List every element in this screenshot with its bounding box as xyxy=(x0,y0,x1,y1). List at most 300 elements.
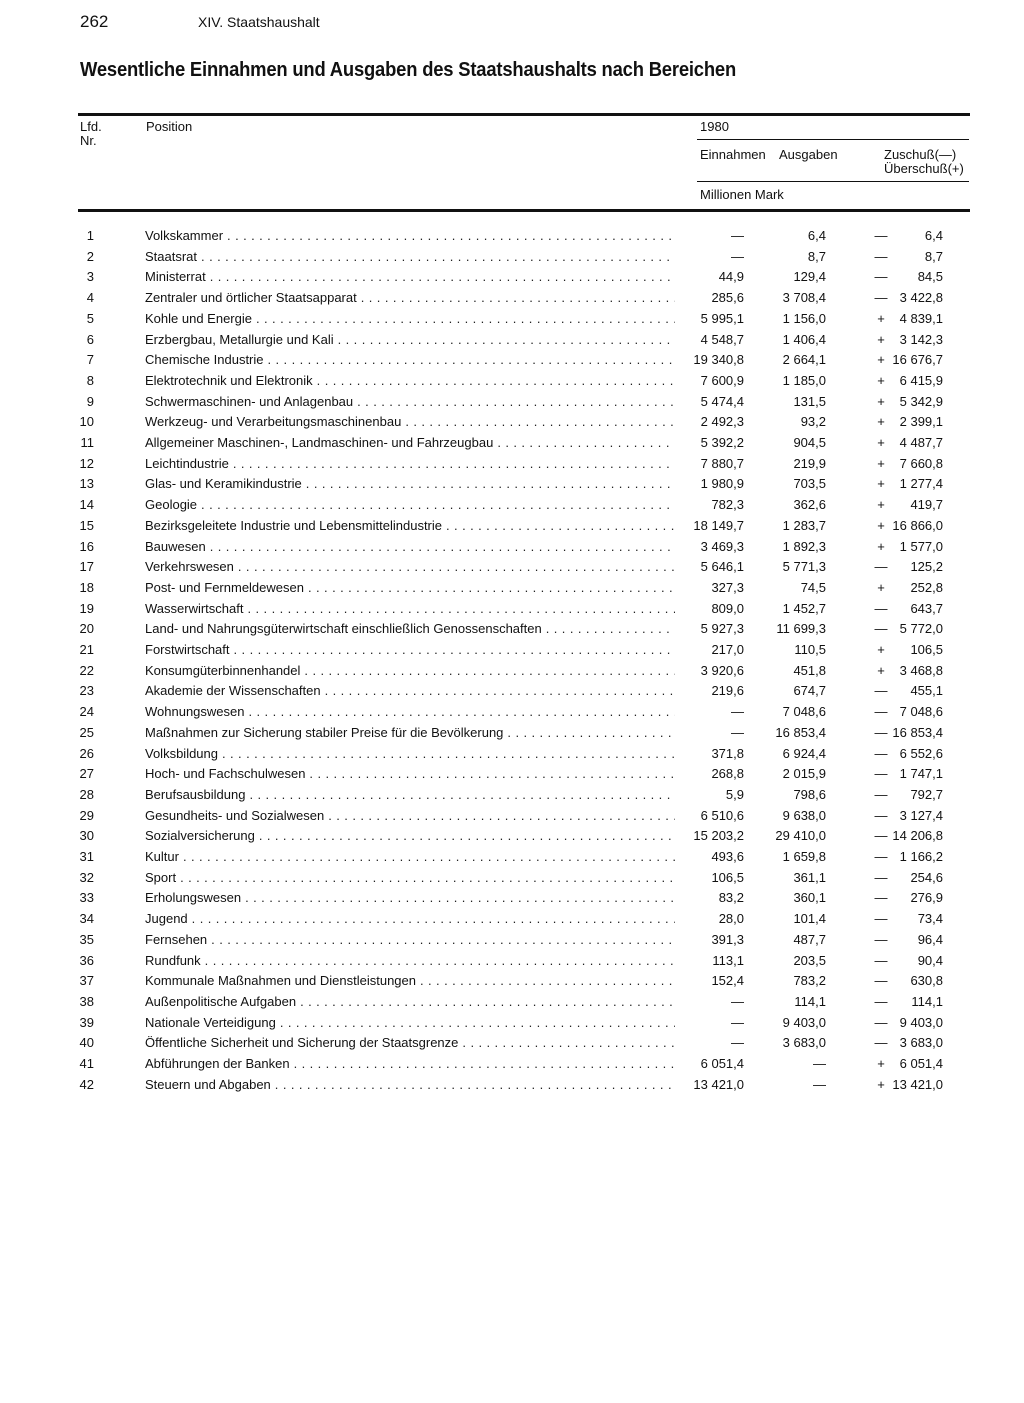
row-position: Zentraler und örtlicher Staatsapparat . . . xyxy=(145,288,675,309)
row-position: Staatsrat . . . xyxy=(145,247,675,268)
row-ausgaben: 360,1 xyxy=(793,890,826,906)
row-einnahmen: 152,4 xyxy=(711,973,744,989)
row-einnahmen: 782,3 xyxy=(711,497,744,513)
row-number: 23 xyxy=(79,683,94,699)
row-sign: + xyxy=(877,352,885,368)
table-row xyxy=(0,226,1024,247)
row-einnahmen: — xyxy=(731,1014,744,1030)
row-ausgaben: 7 048,6 xyxy=(782,704,826,720)
row-position: Fernsehen . . . xyxy=(145,930,675,951)
row-ausgaben: 8,7 xyxy=(807,248,826,264)
row-einnahmen: — xyxy=(731,724,744,740)
row-einnahmen: 7 600,9 xyxy=(700,372,744,388)
row-einnahmen: 5 927,3 xyxy=(700,621,744,637)
row-sign: + xyxy=(877,497,885,513)
row-ausgaben: 16 853,4 xyxy=(775,724,826,740)
table-header-bottom-rule xyxy=(78,209,970,212)
row-sign: + xyxy=(877,310,885,326)
row-einnahmen: — xyxy=(731,1035,744,1051)
row-sign: + xyxy=(877,414,885,430)
row-einnahmen: 19 340,8 xyxy=(693,352,744,368)
row-ausgaben: 129,4 xyxy=(793,269,826,285)
row-position: Land- und Nahrungsgüterwirtschaft einschließlich Genossenschaften . . . xyxy=(145,619,675,640)
table-row xyxy=(0,661,1024,682)
row-saldo: 6 051,4 xyxy=(899,1056,943,1071)
table-row xyxy=(0,785,1024,806)
row-sign: — xyxy=(874,1035,888,1051)
row-sign: — xyxy=(874,269,888,285)
row-position: Bezirksgeleitete Industrie und Lebensmittelindustrie . . . xyxy=(145,516,675,537)
table-row xyxy=(0,992,1024,1013)
row-position: Post- und Fernmeldewesen . . . xyxy=(145,578,675,599)
row-sign: + xyxy=(877,1056,885,1071)
row-saldo: 7 660,8 xyxy=(899,455,943,471)
row-number: 19 xyxy=(79,600,94,616)
row-ausgaben: 487,7 xyxy=(793,931,826,947)
row-position: Sozialversicherung . . . xyxy=(145,826,675,847)
row-ausgaben: 2 664,1 xyxy=(782,352,826,368)
row-saldo: 16 866,0 xyxy=(892,517,943,533)
row-number: 17 xyxy=(79,559,94,575)
row-number: 6 xyxy=(86,331,94,347)
table-row xyxy=(0,806,1024,827)
table-row xyxy=(0,330,1024,351)
row-position: Konsumgüterbinnenhandel . . . xyxy=(145,661,675,682)
row-position: Hoch- und Fachschulwesen . . . xyxy=(145,764,675,785)
header-nr: Nr. xyxy=(80,133,97,148)
row-ausgaben: 1 892,3 xyxy=(782,538,826,554)
row-ausgaben: 110,5 xyxy=(794,642,826,657)
table-row xyxy=(0,619,1024,640)
page-number: 262 xyxy=(80,12,109,31)
table-row xyxy=(0,681,1024,702)
row-saldo: 254,6 xyxy=(910,869,943,885)
row-number: 22 xyxy=(79,662,94,678)
row-number: 41 xyxy=(79,1056,94,1071)
row-number: 20 xyxy=(79,621,94,637)
row-einnahmen: 327,3 xyxy=(711,579,744,595)
row-number: 33 xyxy=(79,890,94,906)
row-einnahmen: 371,8 xyxy=(711,745,744,761)
row-saldo: 2 399,1 xyxy=(899,414,943,430)
row-sign: — xyxy=(874,952,888,968)
row-ausgaben: 362,6 xyxy=(793,497,826,513)
row-einnahmen: 285,6 xyxy=(711,290,744,306)
row-position: Ministerrat . . . xyxy=(145,267,675,288)
row-position: Kommunale Maßnahmen und Dienstleistungen . . . xyxy=(145,971,675,992)
row-saldo: 276,9 xyxy=(910,890,943,906)
row-saldo: 252,8 xyxy=(910,579,943,595)
row-ausgaben: 9 403,0 xyxy=(782,1014,826,1030)
table-row xyxy=(0,474,1024,495)
header-ausgaben: Ausgaben xyxy=(779,147,838,162)
row-ausgaben: 131,5 xyxy=(793,393,826,409)
row-position: Akademie der Wissenschaften . . . xyxy=(145,681,675,702)
row-sign: — xyxy=(874,973,888,989)
row-sign: + xyxy=(877,642,885,657)
year-rule xyxy=(697,139,969,140)
row-number: 16 xyxy=(79,538,94,554)
row-number: 26 xyxy=(79,745,94,761)
row-einnahmen: — xyxy=(731,993,744,1009)
row-position: Nationale Verteidigung . . . xyxy=(145,1013,675,1034)
row-position: Außenpolitische Aufgaben . . . xyxy=(145,992,675,1013)
row-ausgaben: 1 283,7 xyxy=(782,517,826,533)
table-row xyxy=(0,640,1024,661)
row-saldo: 1 577,0 xyxy=(899,538,943,554)
row-einnahmen: 219,6 xyxy=(711,683,744,699)
row-sign: — xyxy=(874,849,888,864)
row-einnahmen: 4 548,7 xyxy=(700,331,744,347)
row-position: Öffentliche Sicherheit und Sicherung der Staatsgrenze . . . xyxy=(145,1033,675,1054)
row-einnahmen: — xyxy=(731,228,744,243)
row-sign: — xyxy=(874,559,888,575)
row-position: Wasserwirtschaft . . . xyxy=(145,599,675,620)
row-position: Geologie . . . xyxy=(145,495,675,516)
table-row xyxy=(0,744,1024,765)
row-position: Berufsausbildung . . . xyxy=(145,785,675,806)
row-position: Werkzeug- und Verarbeitungsmaschinenbau . . . xyxy=(145,412,675,433)
row-number: 3 xyxy=(86,269,94,285)
row-number: 35 xyxy=(79,931,94,947)
row-position: Erholungswesen . . . xyxy=(145,888,675,909)
row-ausgaben: 361,1 xyxy=(793,869,826,885)
row-einnahmen: 1 980,9 xyxy=(700,476,744,492)
row-ausgaben: 3 683,0 xyxy=(782,1035,826,1051)
row-number: 31 xyxy=(79,849,94,864)
row-sign: — xyxy=(874,869,888,885)
row-einnahmen: 5 646,1 xyxy=(700,559,744,575)
row-saldo: 5 342,9 xyxy=(899,393,943,409)
row-number: 12 xyxy=(79,455,94,471)
row-number: 37 xyxy=(79,973,94,989)
row-ausgaben: 219,9 xyxy=(793,455,826,471)
row-sign: — xyxy=(874,683,888,699)
row-saldo: 3 683,0 xyxy=(899,1035,943,1051)
table-row xyxy=(0,1013,1024,1034)
table-row xyxy=(0,764,1024,785)
table-row xyxy=(0,1054,1024,1075)
row-einnahmen: 18 149,7 xyxy=(693,517,744,533)
row-position: Wohnungswesen . . . xyxy=(145,702,675,723)
row-position: Kohle und Energie . . . xyxy=(145,309,675,330)
table-row xyxy=(0,267,1024,288)
table-row xyxy=(0,702,1024,723)
row-position: Leichtindustrie . . . xyxy=(145,454,675,475)
row-saldo: 1 277,4 xyxy=(899,476,943,492)
row-sign: + xyxy=(877,393,885,409)
row-ausgaben: 114,1 xyxy=(794,993,826,1009)
row-number: 30 xyxy=(79,828,94,844)
row-einnahmen: 13 421,0 xyxy=(693,1076,744,1092)
row-number: 9 xyxy=(86,393,94,409)
row-ausgaben: 783,2 xyxy=(793,973,826,989)
row-sign: — xyxy=(874,1014,888,1030)
table-row xyxy=(0,309,1024,330)
row-sign: + xyxy=(877,435,885,450)
table-row xyxy=(0,350,1024,371)
row-ausgaben: 5 771,3 xyxy=(782,559,826,575)
header-zuschuss: Zuschuß(—) xyxy=(884,147,957,162)
row-saldo: 73,4 xyxy=(917,911,943,927)
row-sign: — xyxy=(874,248,888,264)
row-ausgaben: 703,5 xyxy=(793,476,826,492)
row-saldo: 14 206,8 xyxy=(892,828,943,844)
row-position: Schwermaschinen- und Anlagenbau . . . xyxy=(145,392,675,413)
row-saldo: 8,7 xyxy=(924,248,943,264)
chapter-heading: XIV. Staatshaushalt xyxy=(198,14,320,30)
row-ausgaben: 1 156,0 xyxy=(782,310,826,326)
table-row xyxy=(0,392,1024,413)
row-einnahmen: 6 510,6 xyxy=(700,807,744,823)
row-einnahmen: 7 880,7 xyxy=(700,455,744,471)
row-einnahmen: 493,6 xyxy=(711,849,744,864)
row-einnahmen: 809,0 xyxy=(711,600,744,616)
table-row xyxy=(0,495,1024,516)
table-row xyxy=(0,433,1024,454)
row-sign: + xyxy=(877,455,885,471)
row-ausgaben: — xyxy=(813,1056,826,1071)
row-saldo: 6 552,6 xyxy=(899,745,943,761)
row-position: Erzbergbau, Metallurgie und Kali . . . xyxy=(145,330,675,351)
header-ueberschuss: Überschuß(+) xyxy=(884,161,964,176)
row-einnahmen: 2 492,3 xyxy=(700,414,744,430)
row-position: Abführungen der Banken . . . xyxy=(145,1054,675,1075)
row-sign: — xyxy=(874,931,888,947)
row-saldo: 90,4 xyxy=(917,952,943,968)
row-number: 2 xyxy=(86,248,94,264)
row-number: 32 xyxy=(79,869,94,885)
row-ausgaben: 798,6 xyxy=(793,786,826,802)
table-row xyxy=(0,578,1024,599)
row-sign: — xyxy=(874,228,888,243)
row-position: Volksbildung . . . xyxy=(145,744,675,765)
row-saldo: 125,2 xyxy=(910,559,943,575)
row-sign: — xyxy=(874,704,888,720)
row-saldo: 419,7 xyxy=(910,497,943,513)
row-sign: — xyxy=(874,724,888,740)
header-unit: Millionen Mark xyxy=(700,187,784,202)
row-number: 18 xyxy=(79,579,94,595)
row-number: 4 xyxy=(86,290,94,306)
row-saldo: 106,5 xyxy=(910,642,943,657)
table-row xyxy=(0,557,1024,578)
row-saldo: 96,4 xyxy=(917,931,943,947)
row-ausgaben: 3 708,4 xyxy=(782,290,826,306)
row-einnahmen: 217,0 xyxy=(711,642,744,657)
row-sign: + xyxy=(877,1076,885,1092)
row-saldo: 455,1 xyxy=(910,683,943,699)
table-row xyxy=(0,1033,1024,1054)
table-row xyxy=(0,826,1024,847)
row-sign: — xyxy=(874,290,888,306)
row-ausgaben: 1 185,0 xyxy=(782,372,826,388)
row-ausgaben: 674,7 xyxy=(793,683,826,699)
row-ausgaben: 101,4 xyxy=(793,911,826,927)
unit-rule xyxy=(697,181,969,182)
row-einnahmen: 44,9 xyxy=(718,269,744,285)
row-number: 14 xyxy=(79,497,94,513)
row-saldo: 16 676,7 xyxy=(892,352,943,368)
row-saldo: 3 142,3 xyxy=(899,331,943,347)
header-position: Position xyxy=(146,119,193,134)
row-einnahmen: — xyxy=(731,248,744,264)
table-row xyxy=(0,288,1024,309)
row-number: 34 xyxy=(79,911,94,927)
row-position: Elektrotechnik und Elektronik . . . xyxy=(145,371,675,392)
row-sign: + xyxy=(877,372,885,388)
row-number: 7 xyxy=(86,352,94,368)
row-saldo: 3 422,8 xyxy=(899,290,943,306)
row-number: 29 xyxy=(79,807,94,823)
row-einnahmen: 5 995,1 xyxy=(700,310,744,326)
row-number: 13 xyxy=(79,476,94,492)
row-position: Jugend . . . xyxy=(145,909,675,930)
row-ausgaben: 904,5 xyxy=(793,435,826,450)
row-position: Kultur . . . xyxy=(145,847,675,868)
row-position: Maßnahmen zur Sicherung stabiler Preise für die Bevölkerung . . . xyxy=(145,723,675,744)
header-einnahmen: Einnahmen xyxy=(700,147,766,162)
row-ausgaben: 2 015,9 xyxy=(782,766,826,782)
row-sign: + xyxy=(877,331,885,347)
row-number: 28 xyxy=(79,786,94,802)
row-saldo: 13 421,0 xyxy=(892,1076,943,1092)
row-saldo: 1 166,2 xyxy=(899,849,943,864)
table-row xyxy=(0,412,1024,433)
row-ausgaben: 93,2 xyxy=(800,414,826,430)
table-row xyxy=(0,537,1024,558)
row-ausgaben: 203,5 xyxy=(793,952,826,968)
row-sign: — xyxy=(874,993,888,1009)
row-position: Bauwesen . . . xyxy=(145,537,675,558)
row-sign: — xyxy=(874,745,888,761)
row-position: Steuern und Abgaben . . . xyxy=(145,1075,675,1096)
row-sign: + xyxy=(877,476,885,492)
row-position: Gesundheits- und Sozialwesen . . . xyxy=(145,806,675,827)
row-sign: + xyxy=(877,579,885,595)
row-einnahmen: — xyxy=(731,704,744,720)
row-number: 27 xyxy=(79,766,94,782)
row-position: Sport . . . xyxy=(145,868,675,889)
row-position: Verkehrswesen . . . xyxy=(145,557,675,578)
table-row xyxy=(0,868,1024,889)
row-position: Chemische Industrie . . . xyxy=(145,350,675,371)
row-saldo: 114,1 xyxy=(911,993,943,1009)
row-saldo: 3 127,4 xyxy=(899,807,943,823)
row-saldo: 4 839,1 xyxy=(899,310,943,326)
row-number: 40 xyxy=(79,1035,94,1051)
table-top-rule xyxy=(78,113,970,116)
row-saldo: 643,7 xyxy=(910,600,943,616)
table-row xyxy=(0,371,1024,392)
row-sign: — xyxy=(874,786,888,802)
row-saldo: 7 048,6 xyxy=(899,704,943,720)
row-einnahmen: 28,0 xyxy=(718,911,744,927)
row-einnahmen: 3 920,6 xyxy=(700,662,744,678)
table-row xyxy=(0,1075,1024,1096)
table-row xyxy=(0,951,1024,972)
row-position: Allgemeiner Maschinen-, Landmaschinen- und Fahrzeugbau . . . xyxy=(145,433,675,454)
table-row xyxy=(0,930,1024,951)
row-ausgaben: 1 659,8 xyxy=(782,849,826,864)
row-einnahmen: 113,1 xyxy=(712,952,744,968)
row-number: 15 xyxy=(79,517,94,533)
row-number: 36 xyxy=(79,952,94,968)
row-number: 10 xyxy=(79,414,94,430)
row-einnahmen: 6 051,4 xyxy=(700,1056,744,1071)
table-row xyxy=(0,971,1024,992)
row-ausgaben: — xyxy=(813,1076,826,1092)
row-einnahmen: 5,9 xyxy=(725,786,744,802)
table-row xyxy=(0,888,1024,909)
row-sign: + xyxy=(877,517,885,533)
row-sign: — xyxy=(874,911,888,927)
row-sign: — xyxy=(874,890,888,906)
row-einnahmen: 106,5 xyxy=(711,869,744,885)
row-einnahmen: 268,8 xyxy=(711,766,744,782)
row-ausgaben: 6,4 xyxy=(807,228,826,243)
row-position: Forstwirtschaft . . . xyxy=(145,640,675,661)
row-saldo: 792,7 xyxy=(910,786,943,802)
table-row xyxy=(0,247,1024,268)
row-number: 21 xyxy=(79,642,94,657)
row-position: Rundfunk . . . xyxy=(145,951,675,972)
row-number: 5 xyxy=(86,310,94,326)
row-einnahmen: 3 469,3 xyxy=(700,538,744,554)
row-ausgaben: 9 638,0 xyxy=(782,807,826,823)
row-position: Volkskammer . . . xyxy=(145,226,675,247)
row-ausgaben: 29 410,0 xyxy=(775,828,826,844)
table-row xyxy=(0,599,1024,620)
row-number: 8 xyxy=(86,372,94,388)
row-ausgaben: 74,5 xyxy=(800,579,826,595)
row-einnahmen: 391,3 xyxy=(711,931,744,947)
header-lfd: Lfd. xyxy=(80,119,102,134)
row-ausgaben: 451,8 xyxy=(793,662,826,678)
row-ausgaben: 1 406,4 xyxy=(782,331,826,347)
row-saldo: 16 853,4 xyxy=(892,724,943,740)
row-saldo: 5 772,0 xyxy=(899,621,943,637)
table-row xyxy=(0,454,1024,475)
row-saldo: 6,4 xyxy=(924,228,943,243)
row-einnahmen: 83,2 xyxy=(718,890,744,906)
table-row xyxy=(0,909,1024,930)
row-sign: — xyxy=(874,621,888,637)
row-einnahmen: 5 474,4 xyxy=(700,393,744,409)
row-sign: — xyxy=(874,807,888,823)
row-number: 11 xyxy=(80,435,94,450)
row-sign: — xyxy=(874,828,888,844)
row-saldo: 9 403,0 xyxy=(899,1014,943,1030)
row-position: Glas- und Keramikindustrie . . . xyxy=(145,474,675,495)
page-title: Wesentliche Einnahmen und Ausgaben des Staatshaushalts nach Bereichen xyxy=(80,59,737,81)
row-saldo: 6 415,9 xyxy=(899,372,943,388)
row-number: 24 xyxy=(79,704,94,720)
row-ausgaben: 1 452,7 xyxy=(782,600,826,616)
header-year: 1980 xyxy=(700,119,729,134)
row-einnahmen: 5 392,2 xyxy=(700,435,744,450)
table-row xyxy=(0,723,1024,744)
row-number: 25 xyxy=(79,724,94,740)
row-sign: — xyxy=(874,766,888,782)
row-sign: — xyxy=(874,600,888,616)
row-number: 42 xyxy=(79,1076,94,1092)
row-saldo: 84,5 xyxy=(917,269,943,285)
row-saldo: 4 487,7 xyxy=(899,435,943,450)
row-sign: + xyxy=(877,662,885,678)
table-row xyxy=(0,847,1024,868)
row-einnahmen: 15 203,2 xyxy=(693,828,744,844)
